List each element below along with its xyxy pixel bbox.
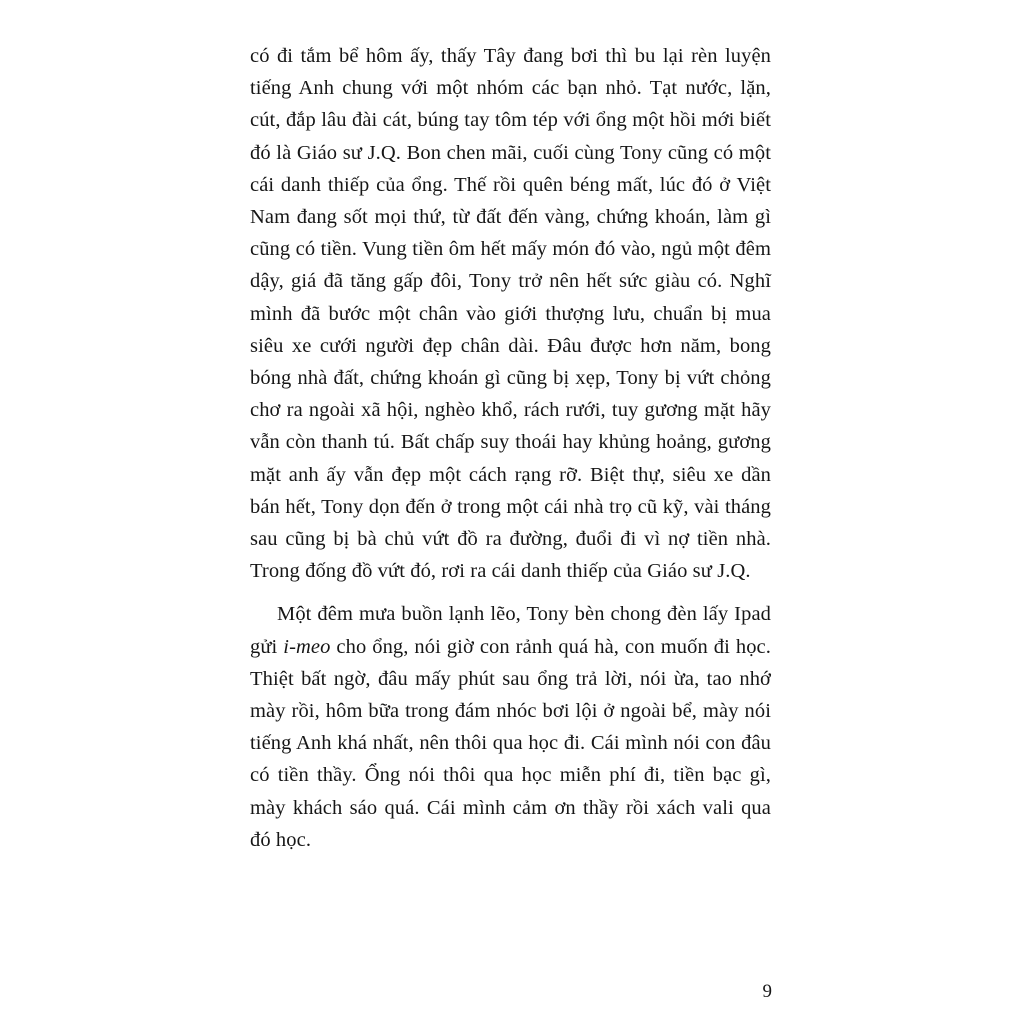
text-segment: Một đêm mưa buồn lạnh lẽo, Tony bèn chong đèn lấy Ipad gửi <box>250 603 771 658</box>
paragraph <box>250 40 771 587</box>
paragraph <box>250 598 771 856</box>
italic-text-segment: i-meo <box>283 635 331 658</box>
text-segment: có đi tắm bể hôm ấy, thấy Tây đang bơi thì bu lại rèn luyện tiếng Anh chung với một nhóm các bạn nhỏ. Tạt nước, lặn, cút, đắp lâu đài cát, búng tay tôm tép với ổng một hồi mới biết đó là Giáo sư J.Q. Bon chen mãi, cuối cùng Tony cũng có một cái danh thiếp của ổng. Thế rồi quên béng mất, lúc đó ở Việt Nam đang sốt mọi thứ, từ đất đến vàng, chứng khoán, làm gì cũng có tiền. Vung tiền ôm hết mấy món đó vào, ngủ một đêm dậy, giá đã tăng gấp đôi, Tony trở nên hết sức giàu có. Nghĩ mình đã bước một chân vào giới thượng lưu, chuẩn bị mua siêu xe cưới người đẹp chân dài. Đâu được hơn năm, bong bóng nhà đất, chứng khoán gì cũng bị xẹp, Tony bị vứt chỏng chơ ra ngoài xã hội, nghèo khổ, rách rưới, tuy gương mặt hãy vẫn còn thanh tú. Bất chấp suy thoái hay khủng hoảng, gương mặt anh ấy vẫn đẹp một cách rạng rỡ. Biệt thự, siêu xe dần bán hết, Tony dọn đến ở trong một cái nhà trọ cũ kỹ, vài tháng sau cũng bị bà chủ vứt đồ ra đường, đuổi đi vì nợ tiền nhà. Trong đống đồ vứt đó, rơi ra cái danh thiếp của Giáo sư J.Q. <box>250 45 771 583</box>
text-segment: cho ổng, nói giờ con rảnh quá hà, con muốn đi học. Thiệt bất ngờ, đâu mấy phút sau ổng trả lời, nói ừa, tao nhớ mày rồi, hôm bữa trong đám nhóc bơi lội ở ngoài bể, mày nói tiếng Anh khá nhất, nên thôi qua học đi. Cái mình nói con đâu có tiền thầy. Ổng nói thôi qua học miễn phí đi, tiền bạc gì, mày khách sáo quá. Cái mình cảm ơn thầy rồi xách vali qua đó học. <box>250 635 771 851</box>
page-number: 9 <box>762 981 772 1002</box>
body-text <box>250 40 771 856</box>
